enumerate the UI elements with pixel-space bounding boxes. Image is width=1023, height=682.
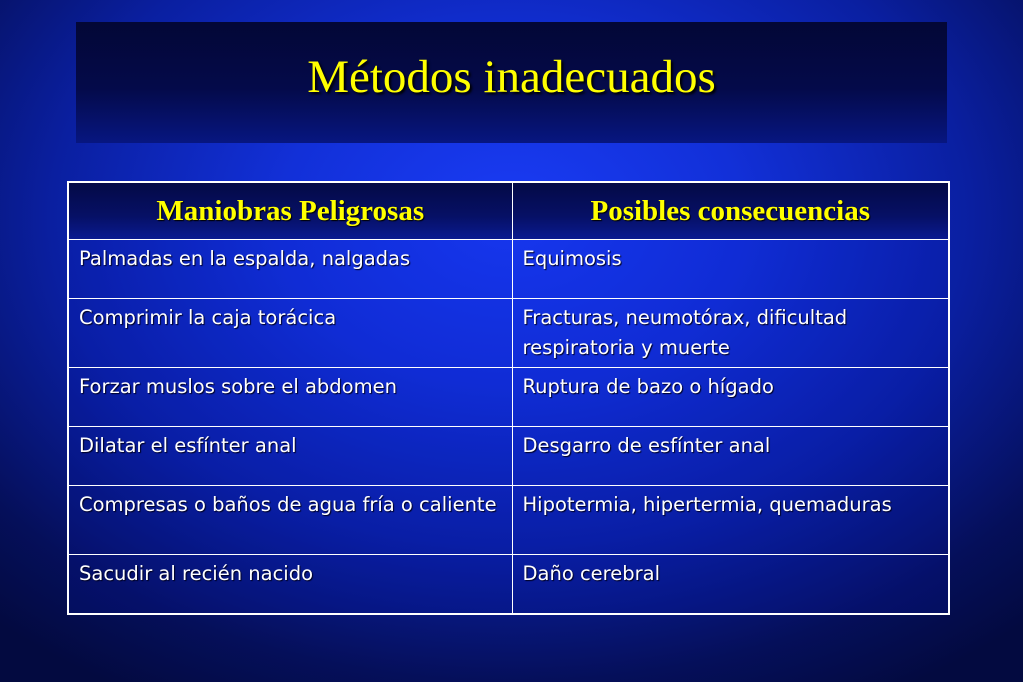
- consequence-cell: Fracturas, neumotórax, dificultad respiratoria y muerte: [512, 299, 949, 368]
- maneuver-cell: Dilatar el esfínter anal: [68, 427, 512, 486]
- table-header-row: [68, 182, 949, 240]
- maneuver-cell: Compresas o baños de agua fría o caliente: [68, 486, 512, 555]
- slide-title: Métodos inadecuados: [307, 51, 716, 103]
- maneuver-cell: Palmadas en la espalda, nalgadas: [68, 240, 512, 299]
- maneuver-cell: Comprimir la caja torácica: [68, 299, 512, 368]
- maneuver-cell: Sacudir al recién nacido: [68, 555, 512, 615]
- methods-table: [67, 181, 950, 615]
- header-dangerous-maneuvers: Maniobras Peligrosas: [68, 182, 512, 240]
- consequence-cell: Hipotermia, hipertermia, quemaduras: [512, 486, 949, 555]
- consequence-cell: Ruptura de bazo o hígado: [512, 368, 949, 427]
- table-row: [68, 486, 949, 555]
- consequence-cell: Desgarro de esfínter anal: [512, 427, 949, 486]
- title-box: [76, 22, 947, 143]
- table-row: [68, 368, 949, 427]
- table-row: [68, 299, 949, 368]
- consequence-cell: Daño cerebral: [512, 555, 949, 615]
- table-row: [68, 240, 949, 299]
- table-row: [68, 427, 949, 486]
- consequence-cell: Equimosis: [512, 240, 949, 299]
- header-possible-consequences: Posibles consecuencias: [512, 182, 949, 240]
- maneuver-cell: Forzar muslos sobre el abdomen: [68, 368, 512, 427]
- table-row: [68, 555, 949, 615]
